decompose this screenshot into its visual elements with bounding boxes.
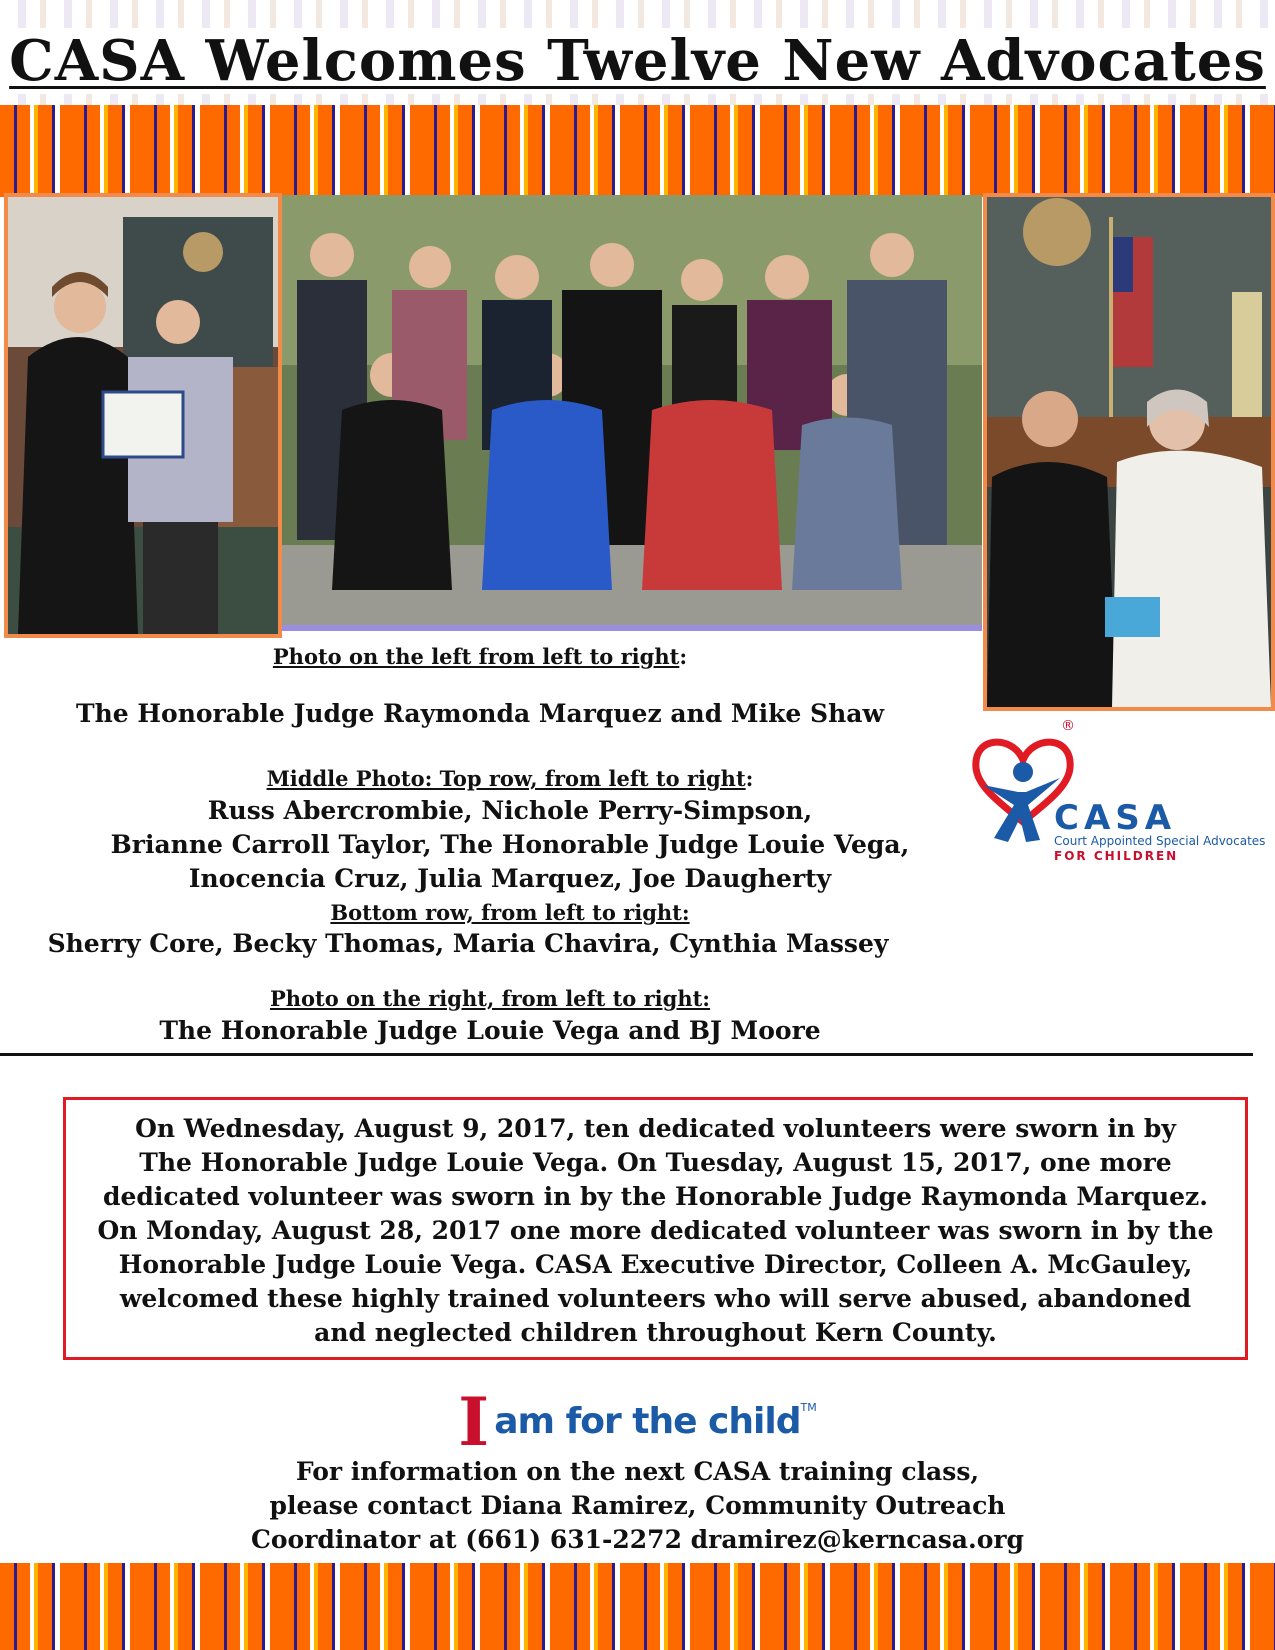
caption-bottom-names: Sherry Core, Becky Thomas, Maria Chavira, Cynthia Massey <box>47 929 889 958</box>
caption-right-names: The Honorable Judge Louie Vega and BJ Moore <box>159 1016 821 1045</box>
casa-subtitle-children: FOR CHILDREN <box>1054 849 1179 863</box>
top-stripe-band <box>0 105 1275 197</box>
caption-bottom-heading: Bottom row, from left to right: <box>330 900 690 925</box>
tagline-text: am for the child <box>494 1401 801 1442</box>
photo-right <box>983 193 1275 711</box>
contact-line-1: For information on the next CASA training class, <box>295 1457 980 1486</box>
section-divider <box>0 1053 1253 1056</box>
page-title: CASA Welcomes Twelve New Advocates <box>0 28 1275 94</box>
caption-right-heading: Photo on the right, from left to right: <box>269 986 711 1011</box>
caption-middle-heading: Middle Photo: Top row, from left to right: <box>266 766 754 791</box>
caption-left-heading: Photo on the left from left to right: <box>272 644 688 669</box>
caption-middle-top-line3: Inocencia Cruz, Julia Marquez, Joe Daugherty <box>188 864 832 893</box>
announcement-box <box>63 1097 1248 1360</box>
photo-middle <box>282 195 982 631</box>
contact-info <box>0 1455 1275 1557</box>
caption-middle-top-line1: Russ Abercrombie, Nichole Perry-Simpson, <box>207 796 813 825</box>
announcement-line: welcomed these highly trained volunteers who will serve abused, abandoned <box>119 1284 1192 1313</box>
announcement-line: dedicated volunteer was sworn in by the Honorable Judge Raymonda Marquez. <box>103 1182 1208 1211</box>
casa-subtitle: Court Appointed Special Advocates <box>1054 834 1266 848</box>
tagline-initial: I <box>458 1383 490 1461</box>
caption-left-names: The Honorable Judge Raymonda Marquez and Mike Shaw <box>76 699 884 728</box>
announcement-line: Honorable Judge Louie Vega. CASA Executive Director, Colleen A. McGauley, <box>118 1250 1193 1279</box>
casa-wordmark: CASA <box>1054 798 1177 838</box>
caption-middle-top-line2: Brianne Carroll Taylor, The Honorable Judge Louie Vega, <box>110 830 910 859</box>
announcement-line: On Monday, August 28, 2017 one more dedicated volunteer was sworn in by the <box>97 1216 1214 1245</box>
contact-line-2: please contact Diana Ramirez, Community Outreach <box>269 1491 1006 1520</box>
announcement-line: On Wednesday, August 9, 2017, ten dedicated volunteers were sworn in by <box>135 1114 1176 1143</box>
i-am-for-the-child-logo <box>0 1383 1275 1461</box>
casa-logo <box>968 718 1268 863</box>
bottom-stripe-band <box>0 1563 1275 1650</box>
announcement-line: The Honorable Judge Louie Vega. On Tuesday, August 15, 2017, one more <box>139 1148 1172 1177</box>
announcement-line: and neglected children throughout Kern County. <box>314 1318 997 1347</box>
photo-left <box>4 193 282 638</box>
tagline-trademark: TM <box>800 1401 817 1414</box>
casa-registered-mark: ® <box>1061 718 1075 734</box>
contact-line-3: Coordinator at (661) 631-2272 dramirez@kerncasa.org <box>250 1525 1025 1554</box>
